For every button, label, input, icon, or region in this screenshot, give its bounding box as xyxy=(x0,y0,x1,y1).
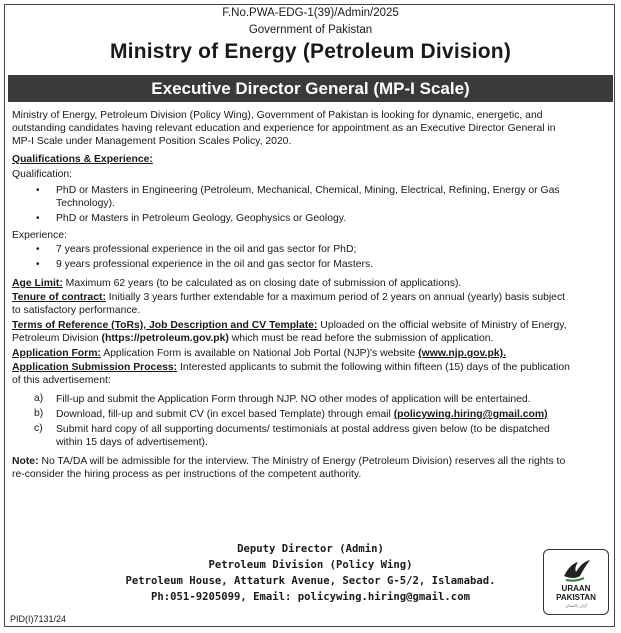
email-link[interactable]: (policywing.hiring@gmail.com) xyxy=(393,409,548,420)
step-c-continued: within 15 days of advertisement). xyxy=(56,437,208,448)
experience-label: Experience: xyxy=(12,230,67,241)
pid-number: PID(I)7131/24 xyxy=(10,614,67,624)
qualification-item-1-cont: Technology). xyxy=(56,198,115,209)
step-marker: c) xyxy=(34,423,43,434)
qualifications-heading: Qualifications & Experience: xyxy=(12,154,153,165)
uraan-pakistan-logo xyxy=(543,549,609,615)
terms-of-reference: Terms of Reference (ToRs), Job Description and CV Template: Uploaded on the official website of Ministry of Energy, xyxy=(12,320,567,331)
intro-line-2: outstanding candidates having relevant education and experience for appointment as an Executive Director General in xyxy=(12,123,556,134)
bullet-icon: • xyxy=(36,244,40,255)
logo-tagline: اُڑان پاکستان xyxy=(565,603,587,608)
terms-of-reference-continued: Petroleum Division (https://petroleum.gov.pk) which must be read before the submission of application. xyxy=(12,333,494,344)
age-limit: Age Limit: Maximum 62 years (to be calculated as on closing date of submission of applications). xyxy=(12,278,462,289)
qualification-label: Qualification: xyxy=(12,169,73,180)
step-marker: b) xyxy=(34,408,44,419)
signatory-title: Deputy Director (Admin) xyxy=(237,543,384,555)
bullet-icon: • xyxy=(36,185,40,196)
experience-item-2: 9 years professional experience in the oil and gas sector for Masters. xyxy=(56,259,374,270)
file-number: F.No.PWA-EDG-1(39)/Admin/2025 xyxy=(222,7,399,19)
logo-text-pakistan: PAKISTAN xyxy=(556,593,596,602)
logo-text-uraan: URAAN xyxy=(561,584,591,593)
njp-website-link[interactable]: (www.njp.gov.pk). xyxy=(418,348,506,359)
qualification-item-1: PhD or Masters in Engineering (Petroleum, Mechanical, Chemical, Mining, Electrical, Refining, Energy or Gas xyxy=(56,185,560,196)
step-c: Submit hard copy of all supporting documents/ testimonials at postal address given below (to be dispatched xyxy=(56,424,550,435)
experience-item-1: 7 years professional experience in the oil and gas sector for PhD; xyxy=(56,244,357,255)
submission-process: Application Submission Process: Interested applicants to submit the following within fifteen (15) days of the publication xyxy=(12,362,570,373)
bullet-icon: • xyxy=(36,213,40,224)
tenure-of-contract: Tenure of contract: Initially 3 years further extendable for a maximum period of 2 years on annual (yearly) basis subject xyxy=(12,292,566,303)
application-form: Application Form: Application Form is available on National Job Portal (NJP)'s website (www.njp.gov.pk). xyxy=(12,348,506,359)
step-marker: a) xyxy=(34,393,44,404)
note: Note: No TA/DA will be admissible for the interview. The Ministry of Energy (Petroleum Division) reserves all the rights to xyxy=(12,456,566,467)
step-a: Fill-up and submit the Application Form through NJP. NO other modes of application will be entertained. xyxy=(56,394,531,405)
note-continued: re-consider the hiring process as per instructions of the competent authority. xyxy=(12,469,362,480)
submission-process-continued: of this advertisement: xyxy=(12,375,111,386)
intro-line-1: Ministry of Energy, Petroleum Division (Policy Wing), Government of Pakistan is looking for dynamic, energetic, and xyxy=(12,110,543,121)
bullet-icon: • xyxy=(36,259,40,270)
petroleum-website-link[interactable]: (https://petroleum.gov.pk) xyxy=(101,333,229,344)
intro-line-3: MP-I Scale under Management Position Scales Policy, 2020. xyxy=(12,136,292,147)
government-line: Government of Pakistan xyxy=(248,24,373,36)
tenure-continued: to satisfactory performance. xyxy=(12,305,141,316)
qualification-item-2: PhD or Masters in Petroleum Geology, Geophysics or Geology. xyxy=(56,213,347,224)
position-banner: Executive Director General (MP-I Scale) xyxy=(8,75,613,102)
ministry-title: Ministry of Energy (Petroleum Division) xyxy=(109,40,512,63)
bird-icon xyxy=(560,556,592,584)
postal-address: Petroleum House, Attaturk Avenue, Sector G-5/2, Islamabad. xyxy=(125,575,496,587)
contact-details: Ph:051-9205099, Email: policywing.hiring@gmail.com xyxy=(151,591,470,603)
signatory-office: Petroleum Division (Policy Wing) xyxy=(208,559,413,571)
step-b: Download, fill-up and submit CV (in excel based Template) through email (policywing.hiring@gmail.com) xyxy=(56,409,548,420)
